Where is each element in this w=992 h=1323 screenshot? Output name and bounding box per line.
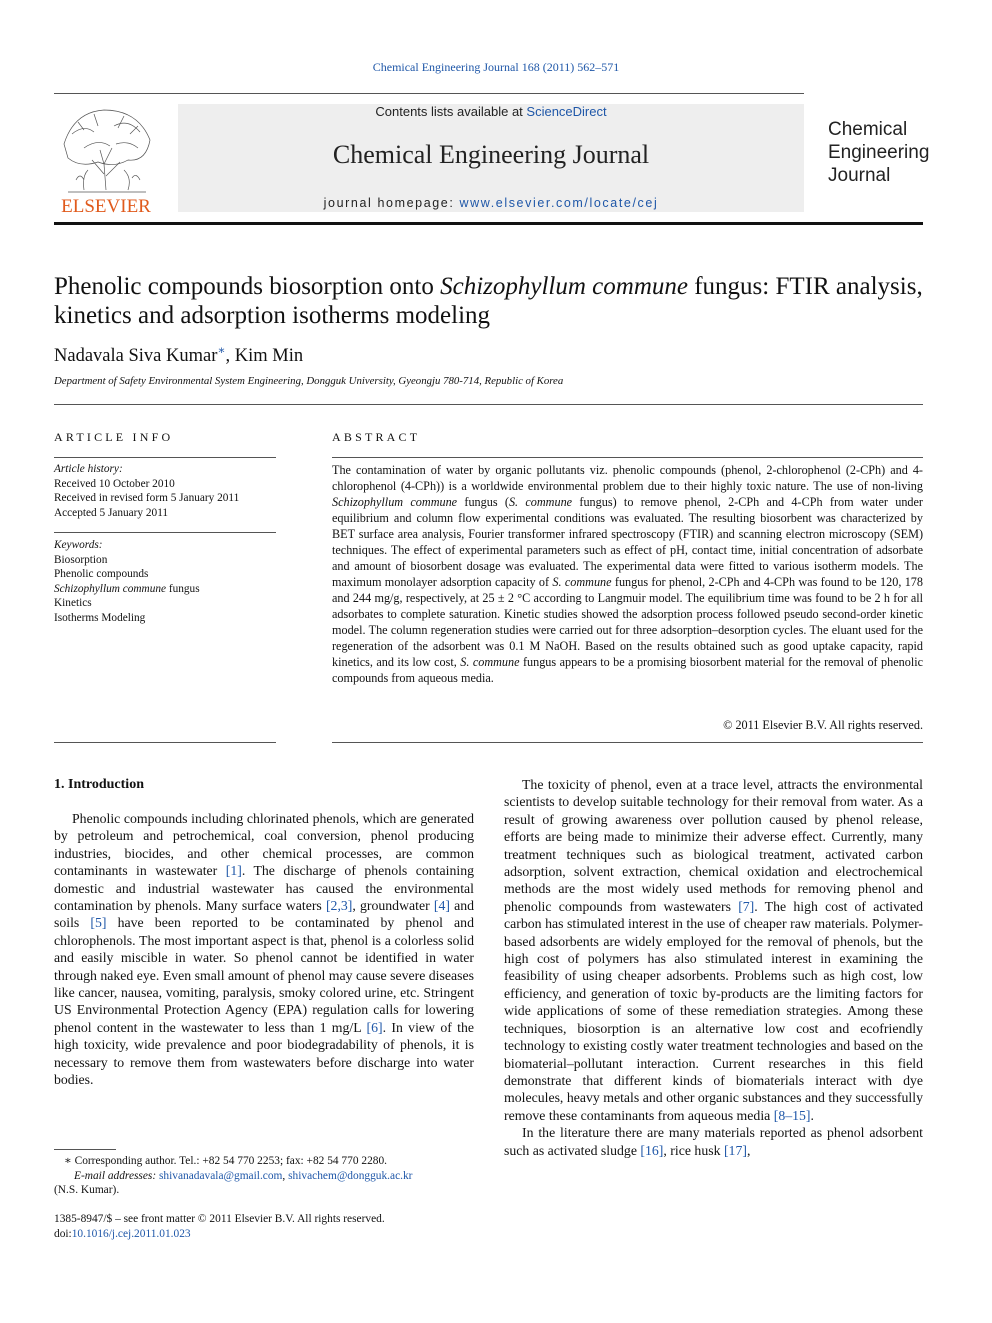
footnote-corresponding-text: Corresponding author. Tel.: +82 54 770 2253; fax: +82 54 770 2280. xyxy=(71,1155,387,1167)
affiliation-rule xyxy=(54,404,923,405)
p3-seg-3: , xyxy=(746,1142,751,1158)
ref-6[interactable]: [6] xyxy=(366,1019,383,1035)
p2-seg-1: The toxicity of phenol, even at a trace level, attracts the environmental scientists to develop suitable technology for their removal from water. As a result of growing awareness over pollution caused by phenol release, efforts are being made to minimize their adverse effect. Currently, many treatment techniques such as biological treatment, activated carbon adsorption, solvent extraction, chemical oxidation and electrochemical methods are the most widely used methods for removing phenol and phenolic compounds from wastewaters xyxy=(504,777,923,914)
elsevier-logo xyxy=(54,104,158,216)
elsevier-tree-icon xyxy=(54,104,158,216)
contents-line xyxy=(178,104,804,119)
ref-17[interactable]: [17] xyxy=(723,1142,747,1158)
ref-5[interactable]: [5] xyxy=(90,915,107,931)
footnote-name: (N.S. Kumar). xyxy=(54,1184,120,1196)
p1-seg-5: have been reported to be contaminated by phenol and chlorophenols. The most important aspect is that, phenol is a colorless solid and easily miscible in water. So phenol cannot be identified in water through naked eye. Even small amount of phenol may cause severe diseases like cancer, nausea, vomiting, paralysis, smoky colored urine, etc. Stringent US Environmental Protection Agency (EPA) regulation calls for lowering phenol content in the wastewater to less than 1 mg/L xyxy=(54,915,474,1035)
article-info-rule xyxy=(54,457,276,458)
publisher-name: ELSEVIER xyxy=(61,196,151,216)
journal-cover-title xyxy=(828,118,938,187)
email-1-link[interactable]: shivanadavala@gmail.com xyxy=(159,1169,283,1182)
header-top-rule xyxy=(54,93,804,94)
title-part-2: fungus: FTIR analysis, kinetics and adsorption isotherms modeling xyxy=(54,273,923,329)
cover-line-1: Chemical xyxy=(828,119,908,140)
author-list xyxy=(54,343,303,367)
intro-paragraph-1 xyxy=(54,810,474,1089)
doi-link[interactable]: 10.1016/j.cej.2011.01.023 xyxy=(71,1227,191,1240)
cover-line-2: Engineering xyxy=(828,142,930,163)
keyword-3-suffix: fungus xyxy=(166,582,200,595)
issn-line: 1385-8947/$ – see front matter © 2011 Elsevier B.V. All rights reserved. xyxy=(54,1213,385,1225)
keyword-2: Phenolic compounds xyxy=(54,568,149,580)
keyword-3-italic: Schizophyllum commune xyxy=(54,582,167,595)
abstract-seg-2: fungus ( xyxy=(457,495,509,509)
ref-8-15[interactable]: [8–15] xyxy=(773,1107,811,1123)
p2-seg-2: . The high cost of activated carbon has stimulated interest in the use of cheaper raw materials. Polymer-based adsorbents are widely employed for the removal of phenols, but the high cost of polymers has also stimulated interest in examining the feasibility of using cheaper adsorbents. Problems such as high cost, low efficiency, and generation of toxic by-products are the limiting factors for wide applications of some of these remediation strategies. Among these techniques, biosorption is an alternative low cost and ecofriendly technology to existing costly water treatment technologies and based on the biomaterial–pollutant interaction. Current researches in this field demonstrate that different kinds of biomaterials interact with dye molecules, heavy metals and other organic substances and they successfully remove these contaminants from aqueous media xyxy=(504,898,923,1123)
intro-right-column xyxy=(504,776,923,1159)
ref-7[interactable]: [7] xyxy=(738,898,755,914)
author-2: Kim Min xyxy=(234,346,304,367)
ref-2-3[interactable]: [2,3] xyxy=(325,898,353,914)
sciencedirect-link[interactable]: ScienceDirect xyxy=(526,104,607,119)
p1-seg-6: . In view of the high toxicity, wide prevalence and poor biodegradability of phenols, it is necessary to remove them from wastewaters before discharge into water bodies. xyxy=(54,1019,474,1088)
p1-seg-3: , groundwater xyxy=(352,898,434,914)
email-label: E-mail addresses: xyxy=(74,1169,159,1182)
abstract-seg-1: The contamination of water by organic pollutants viz. phenolic compounds (phenol, 2-chlorophenol (2-CPh) and 4-chlorophenol (4-CPh)) is a worldwide environmental problem due to their highly toxic nature. The use of non-living xyxy=(332,463,923,493)
abstract-seg-3: fungus) to remove phenol, 2-CPh and 4-CPh from water under equilibrium and column flow experimental conditions was evaluated. The resulting biosorbent was characterized by BET surface area analysis, Fourier transformer infrared spectroscopy (FTIR) and scanning electron microscopy (SEM) techniques. The effect of experimental parameters such as effect of pH, contact time, initial concentration of adsorbate and amount of biosorbent dosage was evaluated. The experimental data were fitted to various isotherm models. The maximum monolayer adsorption capacity of xyxy=(332,495,923,589)
email-2-link[interactable]: shivachem@dongguk.ac.kr xyxy=(288,1169,413,1182)
corresponding-mark[interactable]: ∗ xyxy=(217,343,226,357)
article-info-heading: ARTICLE INFO xyxy=(54,430,174,444)
keywords-rule xyxy=(54,532,276,533)
keyword-1: Biosorption xyxy=(54,553,108,566)
abstract-italic-1: Schizophyllum commune xyxy=(332,495,458,509)
article-title xyxy=(54,272,934,330)
ref-4[interactable]: [4] xyxy=(433,898,450,914)
p3-seg-2: , rice husk xyxy=(663,1142,724,1158)
intro-paragraph-2 xyxy=(504,776,923,1124)
footnote-rule xyxy=(54,1149,116,1150)
abstract-bottom-rule xyxy=(332,742,923,743)
abstract-italic-2: S. commune xyxy=(508,495,573,509)
ref-16[interactable]: [16] xyxy=(640,1142,664,1158)
keyword-4: Kinetics xyxy=(54,597,92,609)
keyword-5: Isotherms Modeling xyxy=(54,611,146,624)
title-italic: Schizophyllum commune xyxy=(440,273,688,300)
homepage-prefix: journal homepage: xyxy=(323,196,460,210)
author-separator: , xyxy=(225,346,235,367)
homepage-link[interactable]: www.elsevier.com/locate/cej xyxy=(459,196,659,210)
cover-line-3: Journal xyxy=(828,165,891,186)
journal-title: Chemical Engineering Journal xyxy=(332,140,650,169)
abstract-copyright: © 2011 Elsevier B.V. All rights reserved. xyxy=(723,718,923,732)
article-history xyxy=(54,462,276,520)
front-matter xyxy=(54,1212,494,1241)
p1-seg-2: . The discharge of phenols containing domestic and industrial wastewater has caused the environmental contamination by phenols. Many surface waters xyxy=(54,863,474,914)
journal-homepage xyxy=(178,196,804,210)
footnote-corresponding xyxy=(54,1154,474,1169)
keywords-label: Keywords: xyxy=(54,539,103,551)
history-revised: Received in revised form 5 January 2011 xyxy=(54,492,240,504)
intro-paragraph-3 xyxy=(504,1124,923,1159)
title-part-1: Phenolic compounds biosorption onto xyxy=(54,273,441,300)
ref-1[interactable]: [1] xyxy=(225,863,242,879)
footnote-mark: ∗ xyxy=(64,1155,72,1167)
affiliation: Department of Safety Environmental System Engineering, Dongguk University, Gyeongju 780-714, Republic of Korea xyxy=(54,375,564,387)
abstract-text xyxy=(332,462,923,686)
footnote-emails xyxy=(54,1169,474,1184)
header-thick-rule xyxy=(54,222,923,225)
p2-seg-3: . xyxy=(810,1107,814,1123)
history-accepted: Accepted 5 January 2011 xyxy=(54,506,169,519)
history-label: Article history: xyxy=(54,463,123,475)
author-1: Nadavala Siva Kumar xyxy=(54,346,218,367)
abstract-italic-4: S. commune xyxy=(460,655,520,669)
contents-prefix: Contents lists available at xyxy=(375,104,527,119)
footnote xyxy=(54,1154,474,1198)
abstract-heading: ABSTRACT xyxy=(332,430,421,444)
email-separator: , xyxy=(282,1169,289,1182)
keyword-3 xyxy=(54,582,276,597)
abstract-rule xyxy=(332,457,923,458)
history-received: Received 10 October 2010 xyxy=(54,477,175,490)
abstract-seg-4: fungus for phenol, 2-CPh and 4-CPh was found to be 120, 178 and 244 mg/g, respectively, at 25 ± 2 °C according to Langmuir model. The equilibrium time was found to be 2 h for all adsorbates to complete saturation. Kinetic studies showed the adsorption process followed pseudo second-order kinetic model. The column regeneration studies were carried out for three adsorption–desorption cycles. The eluant used for the regeneration of the adsorbent was 0.1 M NaOH. Based on the results obtained such as good uptake capacity, rapid kinetics, and its low cost, xyxy=(332,575,923,669)
keywords xyxy=(54,538,276,625)
p1-seg-4: and soils xyxy=(54,898,474,931)
journal-citation[interactable]: Chemical Engineering Journal 168 (2011) 562–571 xyxy=(372,60,620,74)
abstract-seg-5: fungus appears to be a promising biosorbent material for the removal of phenolic compounds from aqueous media. xyxy=(332,655,924,685)
introduction-heading: 1. Introduction xyxy=(54,777,144,792)
p1-seg-1: Phenolic compounds including chlorinated phenols, which are generated by petroleum and petrochemical, coal conversion, phenol producing industries, biocides, and other chemical processes, are common contaminants in wastewater xyxy=(54,811,474,879)
doi-line xyxy=(54,1227,494,1242)
article-info-bottom-rule xyxy=(54,742,276,743)
p3-seg-1: In the literature there are many materials reported as phenol adsorbent such as activated sludge xyxy=(504,1125,923,1158)
abstract-italic-3: S. commune xyxy=(552,575,612,589)
doi-prefix: doi: xyxy=(54,1227,72,1240)
